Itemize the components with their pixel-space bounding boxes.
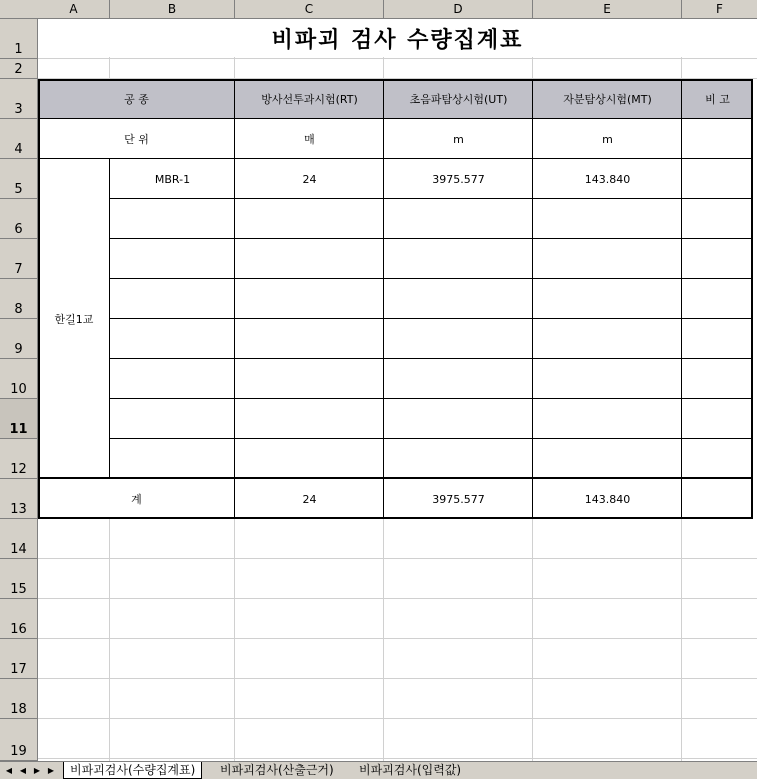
row-header-11[interactable]: 11: [0, 399, 38, 439]
row-header-17[interactable]: 17: [0, 639, 38, 679]
quantity-table: [38, 79, 753, 519]
item-name[interactable]: MBR-1: [154, 172, 191, 186]
header-mt[interactable]: 자분탐상시험(MT): [533, 79, 682, 119]
row-header-19[interactable]: 19: [0, 719, 38, 761]
item-ut[interactable]: 3975.577: [432, 172, 485, 186]
sheet-tab-bar: [0, 761, 757, 779]
column-header-b[interactable]: B: [110, 0, 235, 18]
header-rt[interactable]: 방사선투과시험(RT): [235, 79, 384, 119]
column-header-bar: [0, 0, 757, 19]
row-header-bar: [0, 19, 38, 761]
row-header-15[interactable]: 15: [0, 559, 38, 599]
column-header-d[interactable]: D: [384, 0, 533, 18]
row-header-8[interactable]: 8: [0, 279, 38, 319]
column-header-c[interactable]: C: [235, 0, 384, 18]
sheet-tab-calculation[interactable]: 비파괴검사(산출근거): [220, 763, 334, 777]
group-label[interactable]: 한길1교: [54, 313, 94, 326]
total-rt[interactable]: 24: [302, 492, 317, 506]
row-header-12[interactable]: 12: [0, 439, 38, 479]
row-header-16[interactable]: 16: [0, 599, 38, 639]
sheet-title: 비파괴 검사 수량집계표: [38, 19, 757, 57]
row-header-9[interactable]: 9: [0, 319, 38, 359]
last-sheet-icon[interactable]: ▶: [47, 766, 55, 775]
next-sheet-icon[interactable]: ▶: [33, 766, 41, 775]
units-rt[interactable]: 매: [304, 133, 315, 146]
header-ut[interactable]: 초음파탐상시험(UT): [384, 79, 533, 119]
total-label[interactable]: 계: [131, 493, 142, 506]
row-header-13[interactable]: 13: [0, 479, 38, 519]
units-note[interactable]: [682, 119, 753, 159]
row-header-7[interactable]: 7: [0, 239, 38, 279]
header-category[interactable]: 공 종: [38, 79, 235, 119]
sheet-tab-input[interactable]: 비파괴검사(입력값): [359, 763, 462, 777]
column-header-e[interactable]: E: [533, 0, 682, 18]
item-mt[interactable]: 143.840: [584, 172, 631, 186]
row-header-10[interactable]: 10: [0, 359, 38, 399]
prev-sheet-icon[interactable]: ◀: [19, 766, 27, 775]
row-header-5[interactable]: 5: [0, 159, 38, 199]
column-header-a[interactable]: A: [38, 0, 110, 18]
header-note[interactable]: 비 고: [682, 79, 753, 119]
row-header-1[interactable]: 1: [0, 19, 38, 59]
first-sheet-icon[interactable]: ◀: [5, 766, 13, 775]
sheet-tab-summary[interactable]: 비파괴검사(수량집계표): [63, 762, 202, 779]
total-mt[interactable]: 143.840: [584, 492, 631, 506]
units-ut[interactable]: m: [453, 132, 464, 146]
total-ut[interactable]: 3975.577: [432, 492, 485, 506]
row-header-3[interactable]: 3: [0, 79, 38, 119]
row-header-6[interactable]: 6: [0, 199, 38, 239]
item-rt[interactable]: 24: [302, 172, 317, 186]
row-header-18[interactable]: 18: [0, 679, 38, 719]
units-label[interactable]: 단 위: [124, 133, 149, 146]
row-header-2[interactable]: 2: [0, 59, 38, 79]
units-mt[interactable]: m: [602, 132, 613, 146]
column-header-f[interactable]: F: [716, 2, 723, 16]
row-header-14[interactable]: 14: [0, 519, 38, 559]
row-header-4[interactable]: 4: [0, 119, 38, 159]
